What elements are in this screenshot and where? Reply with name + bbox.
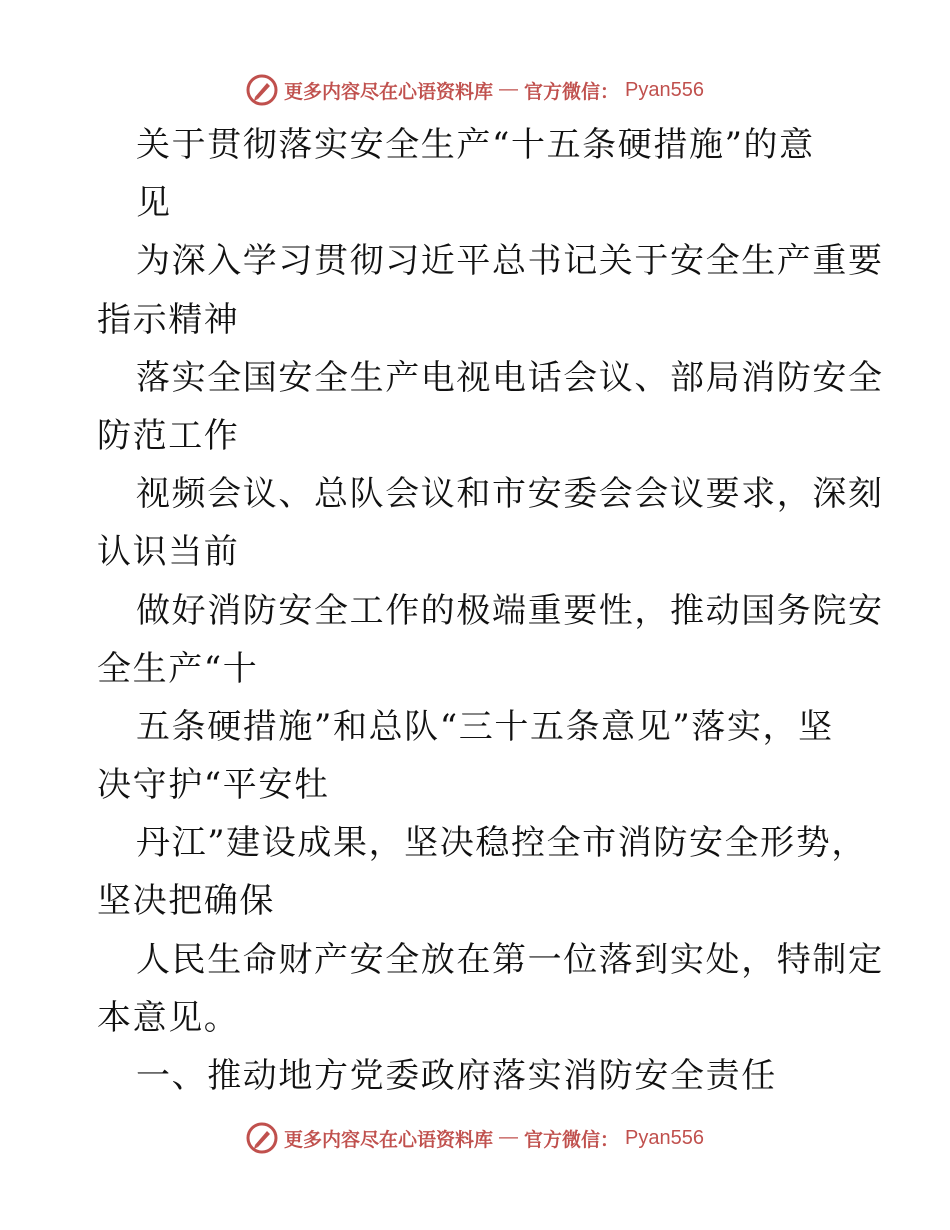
paragraph-line: 丹江”建设成果，坚决稳控全市消防安全形势， <box>136 823 867 864</box>
watermark-text: 更多内容尽在心语资料库 <box>284 80 494 103</box>
document-body <box>97 116 884 1105</box>
pen-logo-icon <box>246 74 278 106</box>
title-line-2: 见 <box>136 183 172 224</box>
pen-logo-icon <box>246 1122 278 1154</box>
paragraph-line: 决守护“平安牡 <box>97 765 330 806</box>
header-watermark <box>0 70 950 110</box>
section-heading: 一、推动地方党委政府落实消防安全责任 <box>136 1056 777 1096</box>
footer-watermark <box>0 1118 950 1158</box>
watermark-label: 官方微信： <box>524 1128 620 1151</box>
title-line-1: 关于贯彻落实安全生产“十五条硬措施”的意 <box>136 125 815 165</box>
paragraph-line: 落实全国安全生产电视电话会议、部局消防安全 <box>136 357 884 398</box>
paragraph-line: 指示精神 <box>97 299 240 340</box>
watermark-text: 更多内容尽在心语资料库 <box>284 1128 494 1151</box>
watermark-dash: — <box>499 79 519 100</box>
watermark-id: Pyan556 <box>625 1126 704 1149</box>
watermark-label: 官方微信： <box>524 80 620 103</box>
paragraph-line: 防范工作 <box>97 415 240 456</box>
paragraph-line: 五条硬措施”和总队“三十五条意见”落实，坚 <box>136 706 834 747</box>
paragraph-line: 做好消防安全工作的极端重要性，推动国务院安 <box>136 590 884 631</box>
paragraph-line: 视频会议、总队会议和市安委会会议要求，深刻 <box>136 474 884 515</box>
paragraph-line: 为深入学习贯彻习近平总书记关于安全生产重要 <box>136 241 884 282</box>
paragraph-line: 人民生命财产安全放在第一位落到实处，特制定 <box>136 939 884 980</box>
paragraph-line: 认识当前 <box>97 532 240 573</box>
watermark-id: Pyan556 <box>625 78 704 101</box>
paragraph-line: 本意见。 <box>97 997 240 1038</box>
paragraph-line: 坚决把确保 <box>97 881 275 922</box>
paragraph-line: 全生产“十 <box>97 648 259 689</box>
watermark-dash: — <box>499 1127 519 1148</box>
